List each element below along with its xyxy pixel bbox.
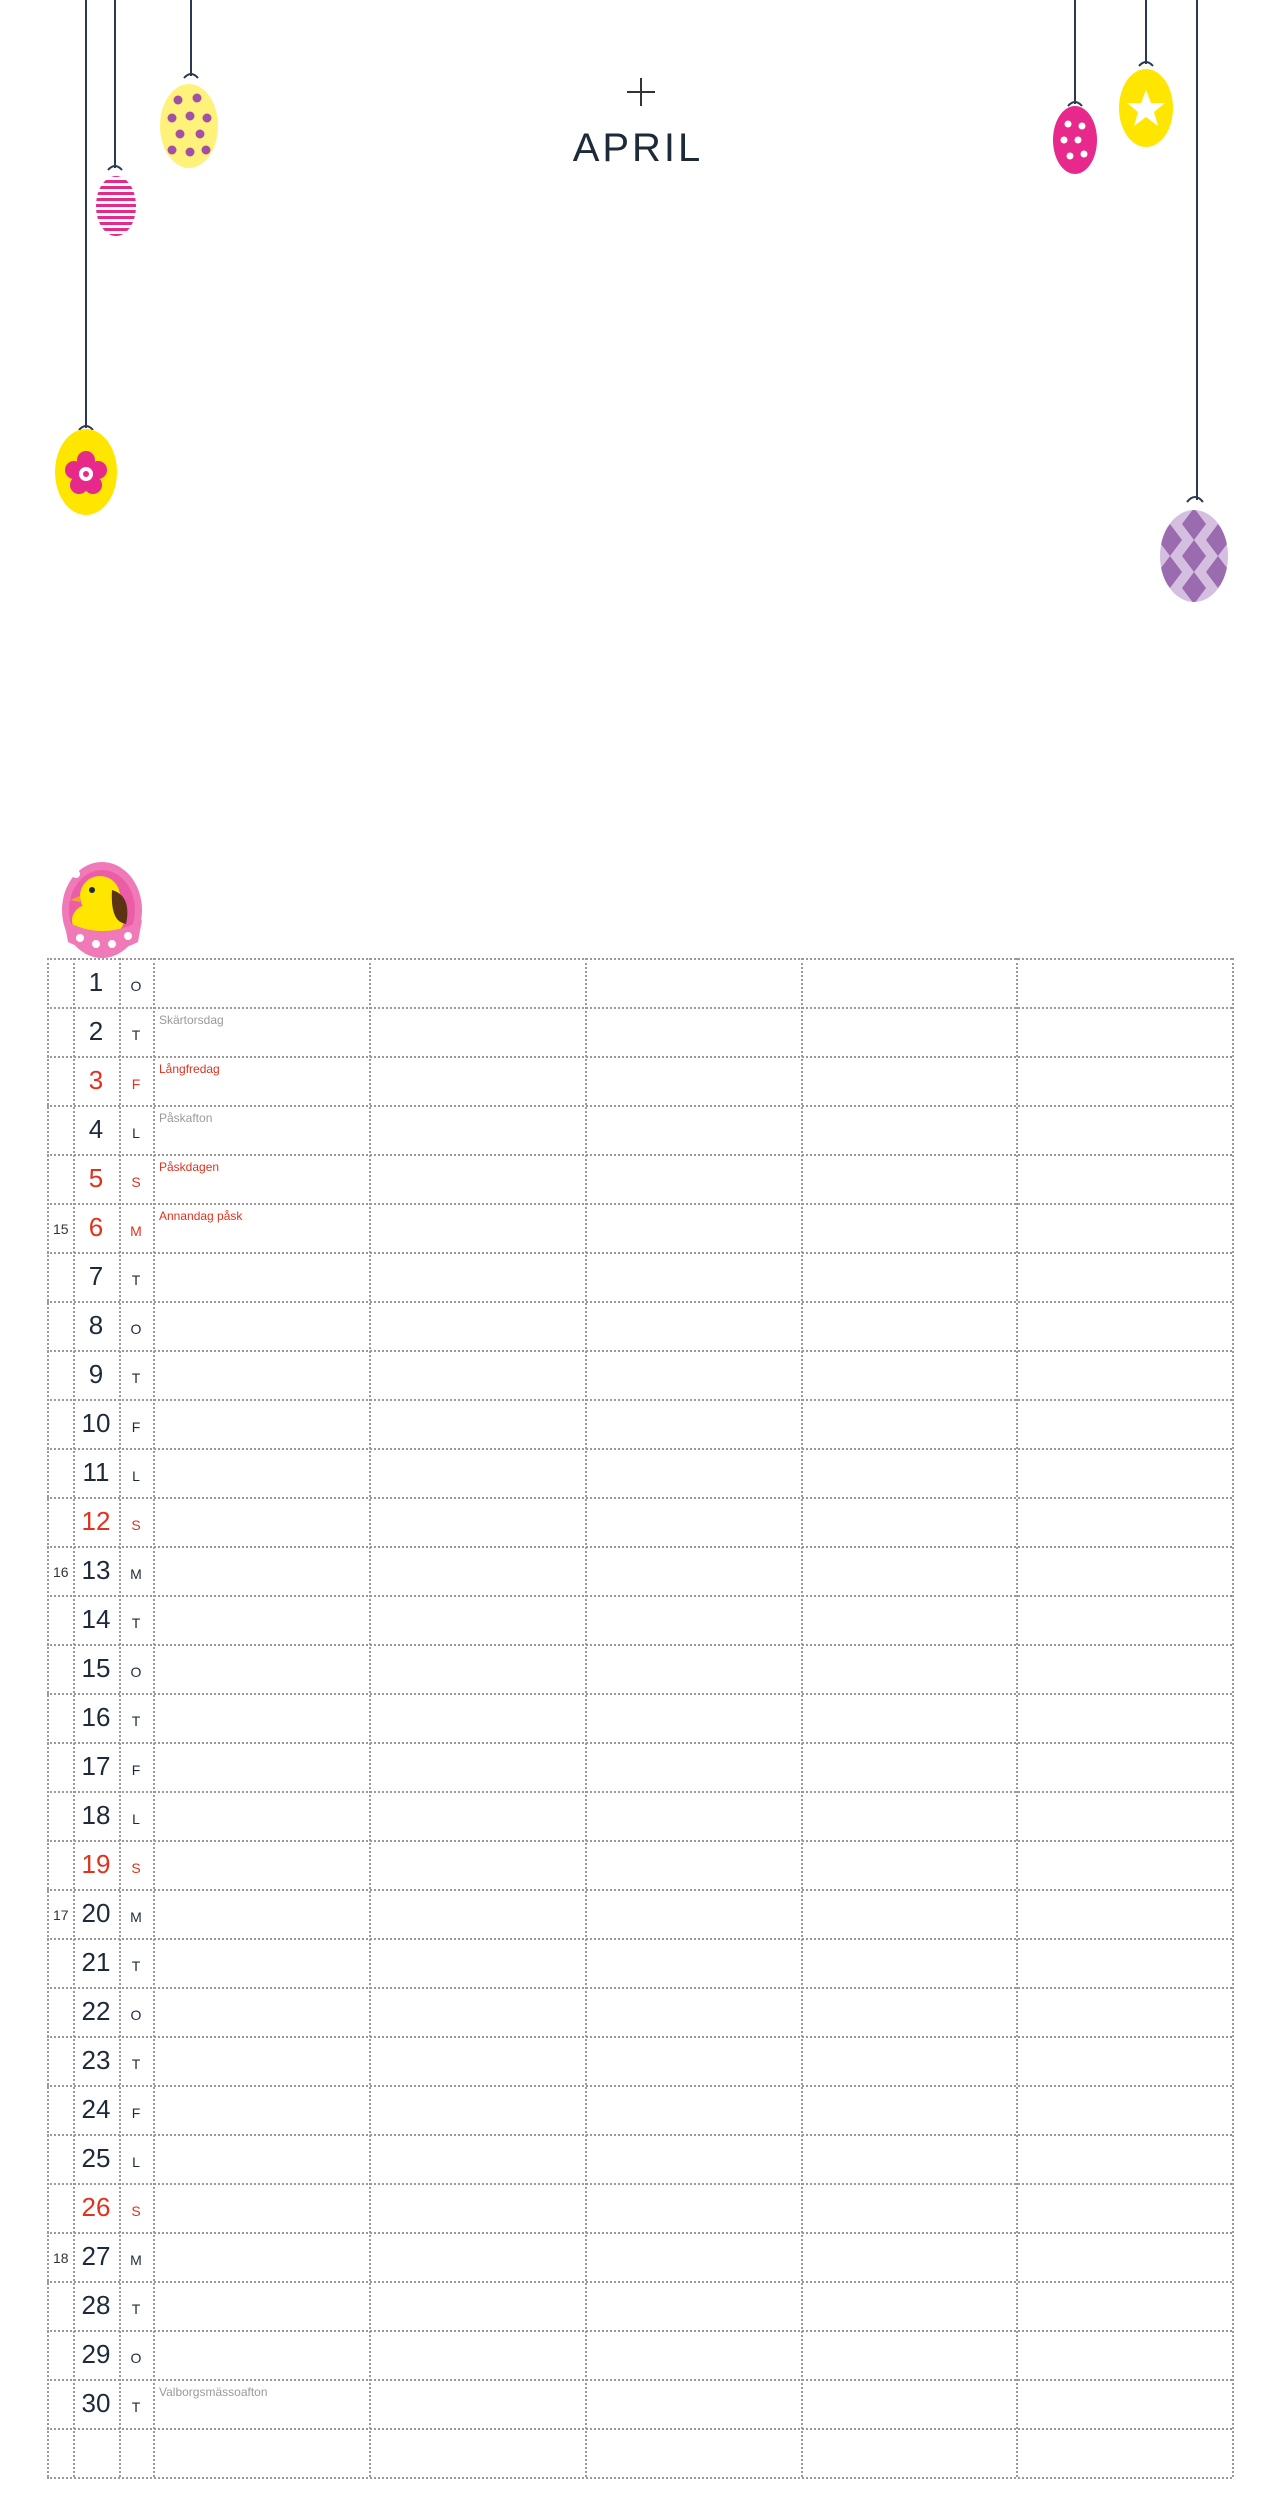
entry-cell[interactable] [585, 1791, 801, 1840]
entry-cell[interactable] [1017, 1448, 1233, 1497]
week-number-cell [47, 1007, 73, 1056]
entry-cell[interactable] [585, 1889, 801, 1938]
entry-cell[interactable] [1017, 1987, 1233, 2036]
entry-cell[interactable] [153, 1644, 369, 1693]
week-number-cell [47, 1497, 73, 1546]
easter-decorations [0, 0, 1276, 960]
entry-cell[interactable] [1017, 1840, 1233, 1889]
entry-cell[interactable] [801, 2134, 1017, 2183]
day-row [47, 1693, 1232, 1742]
day-row [47, 1154, 1232, 1203]
entry-cell[interactable] [153, 1791, 369, 1840]
day-number: 5 [88, 1163, 104, 1193]
entry-cell[interactable] [585, 2232, 801, 2281]
day-row [47, 1399, 1232, 1448]
week-number-cell [47, 1056, 73, 1105]
entry-cell[interactable] [801, 1105, 1017, 1154]
entry-cell[interactable] [585, 1056, 801, 1105]
day-row [47, 1448, 1232, 1497]
entry-cell[interactable] [153, 1448, 369, 1497]
day-number: 15 [81, 1653, 111, 1683]
weekday-letter: L [132, 1468, 140, 1484]
entry-cell[interactable] [585, 958, 801, 1007]
entry-cell[interactable] [1017, 1546, 1233, 1595]
day-number: 21 [81, 1947, 111, 1977]
entry-cell[interactable] [369, 1105, 585, 1154]
weekday-letter: F [131, 1076, 141, 1092]
entry-cell[interactable] [801, 2379, 1017, 2428]
entry-cell[interactable] [801, 2330, 1017, 2379]
entry-cell[interactable] [153, 1350, 369, 1399]
entry-cell[interactable] [1017, 2036, 1233, 2085]
entry-cell[interactable] [585, 1987, 801, 2036]
entry-cell[interactable] [801, 2036, 1017, 2085]
entry-cell[interactable] [153, 1056, 369, 1105]
day-number: 6 [88, 1212, 104, 1242]
entry-cell[interactable] [369, 1938, 585, 1987]
week-number: 15 [53, 1221, 69, 1237]
week-number-cell [47, 1252, 73, 1301]
entry-cell[interactable] [585, 1497, 801, 1546]
weekday-letter: T [131, 2301, 141, 2317]
entry-cell[interactable] [585, 2134, 801, 2183]
entry-cell[interactable] [585, 1938, 801, 1987]
weekday-letter: T [131, 1272, 141, 1288]
entry-cell[interactable] [153, 1154, 369, 1203]
entry-cell[interactable] [585, 1154, 801, 1203]
weekday-letter: T [131, 1713, 141, 1729]
day-number: 8 [88, 1310, 104, 1340]
entry-cell[interactable] [369, 1546, 585, 1595]
day-number: 29 [81, 2339, 111, 2369]
weekday-letter: L [132, 1125, 140, 1141]
entry-cell[interactable] [153, 1938, 369, 1987]
weekday-letter: T [131, 2056, 141, 2072]
entry-cell[interactable] [153, 1252, 369, 1301]
day-number: 9 [88, 1359, 104, 1389]
day-number: 27 [81, 2241, 111, 2271]
week-number-cell [47, 1546, 73, 1595]
holiday-note: Påskdagen [159, 1160, 220, 1174]
entry-cell[interactable] [153, 1693, 369, 1742]
entry-cell[interactable] [585, 1448, 801, 1497]
entry-cell[interactable] [801, 1252, 1017, 1301]
week-number-cell [47, 2183, 73, 2232]
weekday-letter: O [130, 1664, 142, 1680]
week-number-cell [47, 1742, 73, 1791]
entry-cell[interactable] [801, 1742, 1017, 1791]
entry-cell[interactable] [801, 1056, 1017, 1105]
entry-cell[interactable] [1017, 1252, 1233, 1301]
day-row [47, 2379, 1232, 2428]
entry-cell[interactable] [153, 1301, 369, 1350]
entry-cell[interactable] [585, 1007, 801, 1056]
day-number: 1 [88, 967, 104, 997]
entry-cell[interactable] [369, 1889, 585, 1938]
entry-cell[interactable] [153, 2281, 369, 2330]
day-row [47, 1252, 1232, 1301]
entry-cell[interactable] [369, 1350, 585, 1399]
entry-cell[interactable] [801, 2085, 1017, 2134]
entry-cell[interactable] [1017, 1154, 1233, 1203]
week-number-cell [47, 2085, 73, 2134]
day-number: 16 [81, 1702, 111, 1732]
star-egg-icon [1119, 62, 1173, 147]
entry-cell[interactable] [801, 1007, 1017, 1056]
weekday-letter: T [131, 1958, 141, 1974]
entry-cell[interactable] [585, 1350, 801, 1399]
entry-cell[interactable] [369, 1742, 585, 1791]
entry-cell[interactable] [369, 2281, 585, 2330]
entry-cell[interactable] [1017, 958, 1233, 1007]
dotted-egg-icon [160, 74, 218, 168]
weekday-letter: L [132, 1811, 140, 1827]
holiday-note: Annandag påsk [159, 1209, 243, 1223]
entry-cell[interactable] [1017, 2232, 1233, 2281]
entry-cell[interactable] [1017, 1399, 1233, 1448]
entry-cell[interactable] [153, 2134, 369, 2183]
holiday-note: Långfredag [159, 1062, 220, 1076]
entry-cell[interactable] [801, 1154, 1017, 1203]
pink-dotted-egg-icon [1053, 102, 1097, 174]
week-number-cell [47, 1595, 73, 1644]
day-number: 19 [81, 1849, 111, 1879]
entry-cell[interactable] [585, 1840, 801, 1889]
entry-cell[interactable] [369, 1693, 585, 1742]
week-number-cell [47, 1644, 73, 1693]
weekday-letter: T [131, 1615, 141, 1631]
entry-cell[interactable] [369, 1056, 585, 1105]
day-number: 22 [81, 1996, 111, 2026]
entry-cell[interactable] [369, 1203, 585, 1252]
week-number-cell [47, 2134, 73, 2183]
entry-cell[interactable] [801, 2281, 1017, 2330]
week-number: 16 [53, 1564, 69, 1580]
entry-cell[interactable] [1017, 1350, 1233, 1399]
entry-cell[interactable] [585, 1252, 801, 1301]
day-row [47, 1497, 1232, 1546]
entry-cell[interactable] [1017, 1693, 1233, 1742]
row-divider [47, 2477, 1232, 2479]
entry-cell[interactable] [153, 1546, 369, 1595]
entry-cell[interactable] [1017, 1938, 1233, 1987]
day-row [47, 2183, 1232, 2232]
day-row [47, 2330, 1232, 2379]
week-number-cell [47, 958, 73, 1007]
day-number: 13 [81, 1555, 111, 1585]
day-number: 26 [81, 2192, 111, 2222]
entry-cell[interactable] [585, 2330, 801, 2379]
entry-cell[interactable] [1017, 1301, 1233, 1350]
entry-cell[interactable] [153, 1203, 369, 1252]
entry-cell[interactable] [153, 1742, 369, 1791]
day-number: 7 [88, 1261, 104, 1291]
entry-cell[interactable] [153, 2183, 369, 2232]
entry-cell[interactable] [801, 958, 1017, 1007]
entry-cell[interactable] [369, 1595, 585, 1644]
day-number: 17 [81, 1751, 111, 1781]
weekday-letter: S [131, 2203, 141, 2219]
weekday-letter: F [131, 2105, 141, 2121]
weekday-letter: S [131, 1517, 141, 1533]
entry-cell[interactable] [369, 2134, 585, 2183]
weekday-letter: M [130, 1566, 142, 1582]
day-row [47, 958, 1232, 1007]
week-number-cell [47, 1938, 73, 1987]
holiday-note: Valborgsmässoafton [159, 2385, 268, 2399]
entry-cell[interactable] [1017, 2281, 1233, 2330]
week-number-cell [47, 2232, 73, 2281]
entry-cell[interactable] [585, 1203, 801, 1252]
day-number: 23 [81, 2045, 111, 2075]
week-number-cell [47, 1448, 73, 1497]
day-row [47, 1546, 1232, 1595]
entry-cell[interactable] [585, 1399, 801, 1448]
day-row [47, 1742, 1232, 1791]
entry-cell[interactable] [801, 1497, 1017, 1546]
day-row [47, 1840, 1232, 1889]
entry-cell[interactable] [801, 1938, 1017, 1987]
weekday-letter: S [131, 1174, 141, 1190]
entry-cell[interactable] [585, 2036, 801, 2085]
entry-cell[interactable] [153, 958, 369, 1007]
weekday-letter: M [130, 2252, 142, 2268]
day-row [47, 2232, 1232, 2281]
entry-cell[interactable] [801, 1595, 1017, 1644]
day-row [47, 1987, 1232, 2036]
day-row [47, 2085, 1232, 2134]
entry-cell[interactable] [1017, 1203, 1233, 1252]
entry-cell[interactable] [369, 1301, 585, 1350]
entry-cell[interactable] [153, 1497, 369, 1546]
entry-cell[interactable] [153, 2036, 369, 2085]
weekday-letter: T [131, 1370, 141, 1386]
day-row [47, 1007, 1232, 1056]
entry-cell[interactable] [585, 1105, 801, 1154]
day-row [47, 1301, 1232, 1350]
week-number-cell [47, 2036, 73, 2085]
entry-cell[interactable] [801, 1987, 1017, 2036]
weekday-letter: T [131, 1027, 141, 1043]
day-row [47, 1791, 1232, 1840]
week-number: 17 [53, 1907, 69, 1923]
entry-cell[interactable] [1017, 1791, 1233, 1840]
entry-cell[interactable] [369, 2183, 585, 2232]
entry-cell[interactable] [1017, 1056, 1233, 1105]
entry-cell[interactable] [153, 2085, 369, 2134]
weekday-letter: O [130, 2007, 142, 2023]
entry-cell[interactable] [585, 1644, 801, 1693]
weekday-letter: O [130, 1321, 142, 1337]
week-number-cell [47, 2281, 73, 2330]
entry-cell[interactable] [801, 1791, 1017, 1840]
entry-cell[interactable] [1017, 2085, 1233, 2134]
month-title: APRIL [572, 126, 704, 170]
day-number: 3 [88, 1065, 104, 1095]
chick-in-egg-icon [62, 862, 142, 958]
entry-cell[interactable] [369, 1399, 585, 1448]
entry-cell[interactable] [801, 1889, 1017, 1938]
weekday-letter: T [131, 2399, 141, 2415]
entry-cell[interactable] [153, 1889, 369, 1938]
striped-egg-icon [96, 166, 136, 236]
entry-cell[interactable] [585, 1546, 801, 1595]
calendar-grid [47, 958, 1232, 2481]
week-number-cell [47, 2379, 73, 2428]
week-number-cell [47, 1693, 73, 1742]
entry-cell[interactable] [585, 1301, 801, 1350]
entry-cell[interactable] [369, 1497, 585, 1546]
entry-cell[interactable] [1017, 2330, 1233, 2379]
entry-cell[interactable] [801, 1448, 1017, 1497]
day-number: 10 [81, 1408, 111, 1438]
week-number-cell [47, 1399, 73, 1448]
weekday-letter: S [131, 1860, 141, 1876]
entry-cell[interactable] [369, 1007, 585, 1056]
entry-cell[interactable] [1017, 1497, 1233, 1546]
entry-cell[interactable] [369, 1252, 585, 1301]
day-number: 30 [81, 2388, 111, 2418]
day-number: 20 [81, 1898, 111, 1928]
entry-cell[interactable] [801, 1350, 1017, 1399]
entry-cell[interactable] [1017, 2183, 1233, 2232]
holiday-note: Skärtorsdag [159, 1013, 224, 1027]
day-row [47, 1105, 1232, 1154]
weekday-letter: M [130, 1909, 142, 1925]
entry-cell[interactable] [369, 1840, 585, 1889]
holiday-note: Påskafton [159, 1111, 213, 1125]
entry-cell[interactable] [1017, 1742, 1233, 1791]
day-row [47, 2134, 1232, 2183]
day-number: 11 [82, 1457, 110, 1487]
entry-cell[interactable] [369, 958, 585, 1007]
entry-cell[interactable] [801, 1203, 1017, 1252]
week-number: 18 [53, 2250, 69, 2266]
entry-cell[interactable] [369, 1644, 585, 1693]
entry-cell[interactable] [153, 2379, 369, 2428]
entry-cell[interactable] [1017, 1644, 1233, 1693]
day-number: 2 [88, 1016, 104, 1046]
day-number: 18 [81, 1800, 111, 1830]
entry-cell[interactable] [369, 2232, 585, 2281]
day-row [47, 1938, 1232, 1987]
weekday-letter: F [131, 1762, 141, 1778]
harlequin-egg-icon [1158, 497, 1230, 604]
entry-cell[interactable] [369, 2036, 585, 2085]
entry-cell[interactable] [801, 1840, 1017, 1889]
entry-cell[interactable] [369, 1791, 585, 1840]
entry-cell[interactable] [369, 1987, 585, 2036]
week-number-cell [47, 1987, 73, 2036]
weekday-letter: F [131, 1419, 141, 1435]
weekday-letter: L [132, 2154, 140, 2170]
flower-egg-icon [55, 426, 117, 515]
entry-cell[interactable] [153, 2330, 369, 2379]
day-number: 4 [88, 1114, 104, 1144]
entry-cell[interactable] [1017, 2134, 1233, 2183]
entry-cell[interactable] [153, 2232, 369, 2281]
day-number: 12 [81, 1506, 111, 1536]
entry-cell[interactable] [153, 1595, 369, 1644]
entry-cell[interactable] [369, 2330, 585, 2379]
entry-cell[interactable] [801, 2183, 1017, 2232]
entry-cell[interactable] [585, 2281, 801, 2330]
weekday-letter: O [130, 2350, 142, 2366]
entry-cell[interactable] [369, 1448, 585, 1497]
day-row [47, 2281, 1232, 2330]
day-number: 25 [81, 2143, 111, 2173]
entry-cell[interactable] [1017, 1889, 1233, 1938]
week-number-cell [47, 2330, 73, 2379]
entry-cell[interactable] [153, 1840, 369, 1889]
day-row [47, 1056, 1232, 1105]
day-row [47, 1350, 1232, 1399]
week-number-cell [47, 1105, 73, 1154]
day-row [47, 1644, 1232, 1693]
entry-cell[interactable] [153, 1007, 369, 1056]
day-row [47, 2036, 1232, 2085]
week-number-cell [47, 1791, 73, 1840]
weekday-letter: M [130, 1223, 142, 1239]
entry-cell[interactable] [801, 1399, 1017, 1448]
week-number-cell [47, 1889, 73, 1938]
entry-cell[interactable] [369, 2379, 585, 2428]
entry-cell[interactable] [153, 1105, 369, 1154]
day-row [47, 1595, 1232, 1644]
entry-cell[interactable] [801, 1693, 1017, 1742]
day-row [47, 1889, 1232, 1938]
entry-cell[interactable] [585, 2183, 801, 2232]
entry-cell[interactable] [585, 1693, 801, 1742]
week-number-cell [47, 1350, 73, 1399]
entry-cell[interactable] [801, 2232, 1017, 2281]
day-number: 24 [81, 2094, 111, 2124]
entry-cell[interactable] [369, 2085, 585, 2134]
entry-cell[interactable] [1017, 1105, 1233, 1154]
week-number-cell [47, 1203, 73, 1252]
entry-cell[interactable] [801, 1644, 1017, 1693]
entry-cell[interactable] [585, 2085, 801, 2134]
entry-cell[interactable] [1017, 1595, 1233, 1644]
day-row [47, 1203, 1232, 1252]
weekday-letter: O [130, 978, 142, 994]
entry-cell[interactable] [369, 1154, 585, 1203]
week-number-cell [47, 1154, 73, 1203]
entry-cell[interactable] [585, 1595, 801, 1644]
entry-cell[interactable] [801, 1546, 1017, 1595]
week-number-cell [47, 1840, 73, 1889]
week-number-cell [47, 1301, 73, 1350]
day-number: 14 [81, 1604, 111, 1634]
entry-cell[interactable] [1017, 2379, 1233, 2428]
day-number: 28 [81, 2290, 111, 2320]
entry-cell[interactable] [585, 1742, 801, 1791]
entry-cell[interactable] [585, 2379, 801, 2428]
entry-cell[interactable] [801, 1301, 1017, 1350]
entry-cell[interactable] [153, 1399, 369, 1448]
entry-cell[interactable] [153, 1987, 369, 2036]
entry-cell[interactable] [1017, 1007, 1233, 1056]
